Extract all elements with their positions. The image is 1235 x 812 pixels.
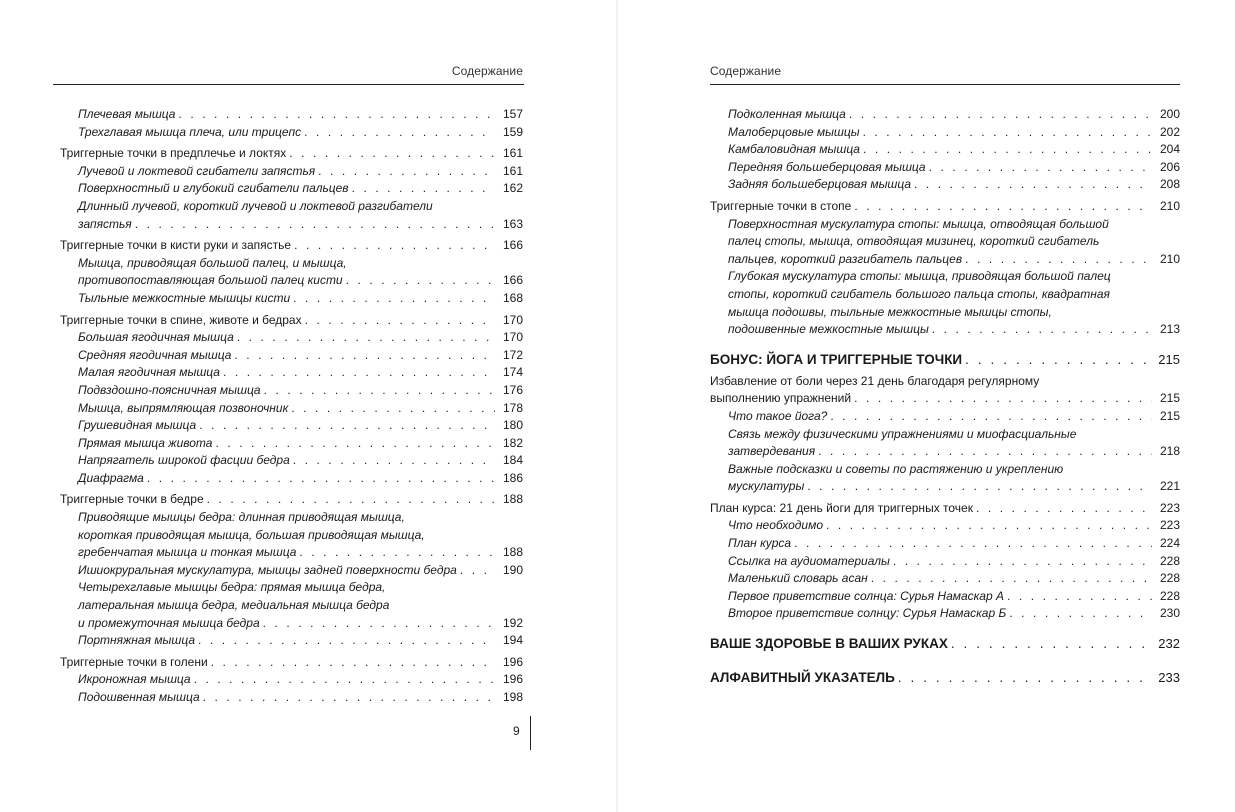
dot-leader [144,470,495,488]
dot-leader [868,570,1152,588]
toc-entry [60,180,523,198]
toc-entry [710,535,1180,553]
toc-entry [60,237,523,255]
toc-entry-row [60,145,523,163]
toc-entry-row [60,290,523,308]
toc-entry [60,124,523,142]
dot-leader [290,452,495,470]
dot-leader [804,478,1152,496]
toc-entry-title: Триггерные точки в голени [60,654,208,669]
toc-entry-row [60,417,523,435]
page-number: 9 [513,724,520,738]
dot-leader [895,669,1152,687]
toc-entry-text-line: Приводящие мышцы бедра: длинная приводящая мышца, [78,510,405,525]
toc-entry-title: Лучевой и локтевой сгибатели запястья [78,163,316,178]
toc-entry-row [710,351,1180,369]
toc-entry-row [710,443,1180,461]
toc-entry [710,635,1180,653]
toc-entry-page: 166 [502,273,523,288]
toc-entry-title: План курса: 21 день йоги для триггерных точек [710,500,973,515]
toc-entry-text-line: Важные подсказки и советы по растяжению и укреплению [728,461,1064,476]
toc-entry-page: 186 [502,470,523,485]
toc-entry-page: 162 [502,181,523,196]
toc-entry [710,124,1180,142]
toc-entry-page: 233 [1158,670,1180,686]
toc-entry-page: 174 [502,365,523,380]
toc-entry-title: АЛФАВИТНЫЙ УКАЗАТЕЛЬ [710,670,895,686]
toc-entry-title: пальцев, короткий разгибатель пальцев [728,251,963,266]
toc-entry-row [60,470,523,488]
toc-entry-title: Триггерные точки в бедре [60,492,204,507]
toc-entry-text-line: короткая приводящая мышца, большая приводящая мышца, [78,527,425,542]
toc-entry [710,351,1180,369]
dot-leader [911,176,1152,194]
toc-entry [60,689,523,707]
dot-leader [890,553,1152,571]
toc-entry-title: противопоставляющая большой палец кисти [78,273,343,288]
dot-leader [231,347,495,365]
dot-leader [343,272,495,290]
toc-entry-text-line: Мышца, приводящая большой палец, и мышца, [78,255,347,270]
toc-entry-page: 190 [502,562,523,577]
dot-leader [208,654,495,672]
toc-entry [710,373,1180,408]
toc-entry-row [710,198,1180,216]
toc-entry-page: 161 [502,163,523,178]
toc-entry-title: Триггерные точки в спине, животе и бедрах [60,312,302,327]
toc-entry-title: Подколенная мышца [728,107,846,121]
toc-entry [60,579,523,632]
toc-entry-page: 159 [502,124,523,139]
dot-leader [220,364,495,382]
dot-leader [926,159,1152,177]
toc-entry [60,562,523,580]
toc-entry-row [710,141,1180,159]
toc-entry-page: 232 [1158,636,1180,652]
toc-entry [60,163,523,181]
toc-entry-page: 221 [1159,479,1180,494]
toc-entry [710,141,1180,159]
toc-entry [710,669,1180,687]
toc-entry-row [60,452,523,470]
toc-entry [60,400,523,418]
dot-leader [296,544,495,562]
dot-leader [212,435,495,453]
toc-entry-title: затвердевания [728,444,816,459]
toc-entry [60,654,523,672]
toc-entry-text-line: Поверхностная мускулатура стопы: мышца, отводящая большой [728,216,1109,231]
toc-entry-page: 218 [1159,444,1180,459]
dot-leader [200,689,495,707]
toc-entry-row [60,382,523,400]
toc-entry-page: 194 [502,633,523,648]
toc-entry-title: Плечевая мышца [78,107,176,121]
toc-entry-row [60,329,523,347]
toc-entry-title: Большая ягодичная мышца [78,330,234,345]
dot-leader [315,163,495,181]
toc-entry-row [710,500,1180,518]
left-page [0,0,616,812]
toc-entry-page: 198 [502,690,523,704]
toc-entry-title: Триггерные точки в кисти руки и запястье [60,238,292,253]
toc-entry-title: Прямая мышца живота [78,435,213,450]
toc-entry-text-line: Глубокая мускулатура стопы: мышца, приводящая большой палец [728,269,1111,284]
dot-leader [973,500,1152,518]
toc-entry-title: Подвздошно-поясничная мышца [78,382,261,397]
toc-entry [710,588,1180,606]
toc-entry-title: и промежуточная мышца бедра [78,615,260,630]
toc-entry-page: 215 [1159,391,1180,406]
dot-leader [851,390,1152,408]
toc-entry-row [710,535,1180,553]
toc-entry-title: Тыльные межкостные мышцы кисти [78,290,291,305]
toc-entry-page: 228 [1159,588,1180,603]
toc-entry-page: 215 [1159,408,1180,423]
toc-entry-row [60,347,523,365]
toc-entry-title: Задняя большеберцовая мышца [728,177,912,192]
toc-entry-title: Первое приветствие солнца: Сурья Намаскар А [728,588,1004,603]
toc-entry [60,470,523,488]
dot-leader [962,251,1152,269]
toc-entry-title: Что такое йога? [728,408,828,423]
toc-list-right [710,106,1180,687]
toc-entry-row [710,588,1180,606]
dot-leader [286,145,495,163]
toc-entry [710,408,1180,426]
toc-entry-page: 223 [1159,518,1180,533]
dot-leader [851,198,1152,216]
toc-entry [60,435,523,453]
dot-leader [815,443,1152,461]
toc-entry [60,671,523,689]
toc-entry-title: Малоберцовые мышцы [728,124,860,139]
dot-leader [349,180,495,198]
toc-entry-page: 184 [502,453,523,468]
toc-entry-title: Триггерные точки в стопе [710,198,852,213]
dot-leader [929,321,1152,339]
toc-entry [710,570,1180,588]
toc-entry [710,517,1180,535]
dot-leader [290,290,495,308]
toc-entry-page: 163 [502,216,523,231]
toc-entry-page: 166 [502,238,523,253]
toc-entry [60,255,523,290]
toc-entry [60,145,523,163]
toc-entry [60,491,523,509]
toc-entry-page: 188 [502,492,523,507]
toc-entry-row [60,632,523,650]
toc-entry-row [60,124,523,142]
toc-entry-row [710,478,1180,496]
toc-entry [60,632,523,650]
toc-entry-row [60,364,523,382]
toc-entry-row [710,635,1180,653]
toc-entry-page: 182 [502,435,523,450]
toc-entry-row [60,237,523,255]
toc-entry-title: выполнению упражнений [710,391,852,406]
toc-entry-row [710,517,1180,535]
dot-leader [234,329,495,347]
toc-entry-row [710,553,1180,571]
toc-entry-row [60,689,523,707]
dot-leader [302,312,495,330]
running-head: Содержание [451,64,523,78]
dot-leader [195,632,495,650]
toc-entry-row [710,106,1180,124]
toc-entry-page: 196 [502,654,523,669]
toc-entry-row [710,390,1180,408]
toc-entry-page: 192 [502,615,523,630]
toc-entry-row [60,180,523,198]
toc-entry-title: Портняжная мышца [78,633,196,648]
dot-leader [204,491,495,509]
toc-entry-page: 200 [1159,107,1180,121]
dot-leader [291,237,495,255]
toc-entry-page: 210 [1159,198,1180,213]
right-page [618,0,1235,812]
dot-leader [962,351,1152,369]
toc-entry-page: 213 [1159,322,1180,337]
toc-entry-page: 204 [1159,142,1180,157]
toc-entry [710,605,1180,623]
toc-list-left [60,106,523,707]
toc-entry [60,312,523,330]
toc-entry-row [60,491,523,509]
toc-entry-row [710,605,1180,623]
toc-entry-page: 188 [502,545,523,560]
header-rule [53,84,524,85]
toc-entry [60,417,523,435]
toc-entry-row [60,671,523,689]
toc-entry-row [60,435,523,453]
toc-entry [710,426,1180,461]
dot-leader [261,382,495,400]
toc-entry-row [710,159,1180,177]
dot-leader [191,671,495,689]
header-rule [710,84,1180,85]
toc-entry-page: 228 [1159,553,1180,568]
toc-entry-row [710,176,1180,194]
toc-entry-title: Что необходимо [728,518,823,533]
toc-entry [710,500,1180,518]
toc-entry-title: Малая ягодичная мышца [78,365,220,380]
toc-entry-row [60,163,523,181]
toc-entry-page: 176 [502,382,523,397]
toc-entry-row [60,400,523,418]
toc-entry-title: Трехглавая мышца плеча, или трицепс [78,124,302,139]
dot-leader [301,124,495,142]
toc-entry-page: 202 [1159,124,1180,139]
toc-entry-row [710,570,1180,588]
toc-entry [60,347,523,365]
toc-entry-title: Маленький словарь асан [728,571,868,586]
toc-entry-title: мускулатуры [728,479,805,494]
toc-entry [710,198,1180,216]
toc-entry-title: гребенчатая мышца и тонкая мышца [78,545,297,560]
toc-entry-page: 208 [1159,177,1180,192]
toc-entry-title: Напрягатель широкой фасции бедра [78,453,290,468]
toc-entry-title: Поверхностный и глубокий сгибатели пальцев [78,181,349,196]
dot-leader [1006,605,1152,623]
toc-entry-title: Икроножная мышца [78,672,191,687]
dot-leader [860,124,1152,142]
dot-leader [846,106,1152,124]
toc-entry-title: Ссылка на аудиоматериалы [728,553,890,568]
toc-entry-title: подошвенные межкостные мышцы [728,322,929,337]
toc-entry-text-line: Длинный лучевой, короткий лучевой и локтевой разгибатели [78,198,433,213]
toc-entry [60,329,523,347]
toc-entry-title: Второе приветствие солнцу: Сурья Намаскар Б [728,606,1007,621]
toc-entry [60,198,523,233]
toc-entry-page: 170 [502,312,523,327]
toc-entry [710,216,1180,269]
toc-entry [710,159,1180,177]
dot-leader [260,615,495,633]
toc-entry-page: 224 [1159,536,1180,551]
toc-entry-page: 206 [1159,159,1180,174]
dot-leader [1004,588,1152,606]
running-head: Содержание [710,64,782,78]
toc-entry [60,509,523,562]
toc-entry-row [60,106,523,124]
toc-entry-row [60,615,523,633]
toc-entry [710,461,1180,496]
dot-leader [288,400,495,418]
toc-entry-title: Ишиокруральная мускулатура, мышцы задней поверхности бедра [78,562,457,577]
toc-entry-page: 168 [502,290,523,305]
dot-leader [860,141,1152,159]
toc-entry-title: Камбаловидная мышца [728,142,860,157]
toc-entry-row [60,544,523,562]
dot-leader [457,562,495,580]
toc-entry-row [710,321,1180,339]
toc-entry-row [60,562,523,580]
toc-entry-text-line: латеральная мышца бедра, медиальная мышца бедра [78,598,390,613]
toc-entry-row [60,312,523,330]
toc-entry-text-line: палец стопы, мышца, отводящая мизинец, короткий сгибатель [728,234,1100,249]
dot-leader [175,106,495,124]
toc-entry-row [60,654,523,672]
toc-entry-text-line: стопы, короткий сгибатель большого пальца стопы, квадратная [728,286,1110,301]
toc-entry-page: 228 [1159,571,1180,586]
toc-entry-page: 172 [502,347,523,362]
page-number-rule [530,716,531,750]
toc-entry [710,268,1180,338]
toc-entry-title: Грушевидная мышца [78,418,197,433]
toc-entry [60,106,523,124]
dot-leader [132,216,495,234]
toc-entry-title: План курса [728,536,792,551]
toc-entry [60,452,523,470]
toc-entry-page: 215 [1158,351,1180,367]
toc-entry-page: 157 [502,107,523,121]
toc-entry-row [710,669,1180,687]
dot-leader [948,635,1152,653]
toc-entry-page: 210 [1159,251,1180,266]
toc-entry-row [60,216,523,234]
toc-entry-title: Средняя ягодичная мышца [78,347,232,362]
toc-entry-title: Диафрагма [78,470,144,485]
toc-entry [710,553,1180,571]
toc-entry-title: ВАШЕ ЗДОРОВЬЕ В ВАШИХ РУКАХ [710,636,948,652]
toc-entry-title: Передняя большеберцовая мышца [728,159,926,174]
toc-entry [60,364,523,382]
toc-entry-title: Триггерные точки в предплечье и локтях [60,146,287,161]
toc-entry-text-line: Избавление от боли через 21 день благодаря регулярному [710,373,1040,388]
toc-entry-row [710,124,1180,142]
toc-entry-title: Подошвенная мышца [78,690,200,704]
toc-entry-text-line: мышца подошвы, тыльные межкостные мышцы стопы, [728,304,1052,319]
toc-entry-title: Мышца, выпрямляющая позвоночник [78,400,289,415]
toc-entry-text-line: Связь между физическими упражнениями и миофасциальные [728,426,1077,441]
dot-leader [791,535,1152,553]
toc-entry-page: 230 [1159,606,1180,621]
toc-entry-row [710,251,1180,269]
toc-entry-row [710,408,1180,426]
toc-entry-text-line: Четырехглавые мышцы бедра: прямая мышца бедра, [78,580,386,595]
toc-entry [710,176,1180,194]
dot-leader [823,517,1152,535]
toc-entry-page: 223 [1159,500,1180,515]
toc-entry-title: запястья [78,216,132,231]
toc-entry-page: 178 [502,400,523,415]
toc-entry-page: 180 [502,418,523,433]
toc-entry-page: 170 [502,330,523,345]
dot-leader [827,408,1152,426]
toc-entry-row [60,272,523,290]
toc-entry-page: 196 [502,672,523,687]
toc-entry [710,106,1180,124]
dot-leader [196,417,495,435]
toc-entry [60,382,523,400]
toc-entry-page: 161 [502,146,523,161]
toc-entry-title: БОНУС: ЙОГА И ТРИГГЕРНЫЕ ТОЧКИ [710,351,963,367]
toc-entry [60,290,523,308]
